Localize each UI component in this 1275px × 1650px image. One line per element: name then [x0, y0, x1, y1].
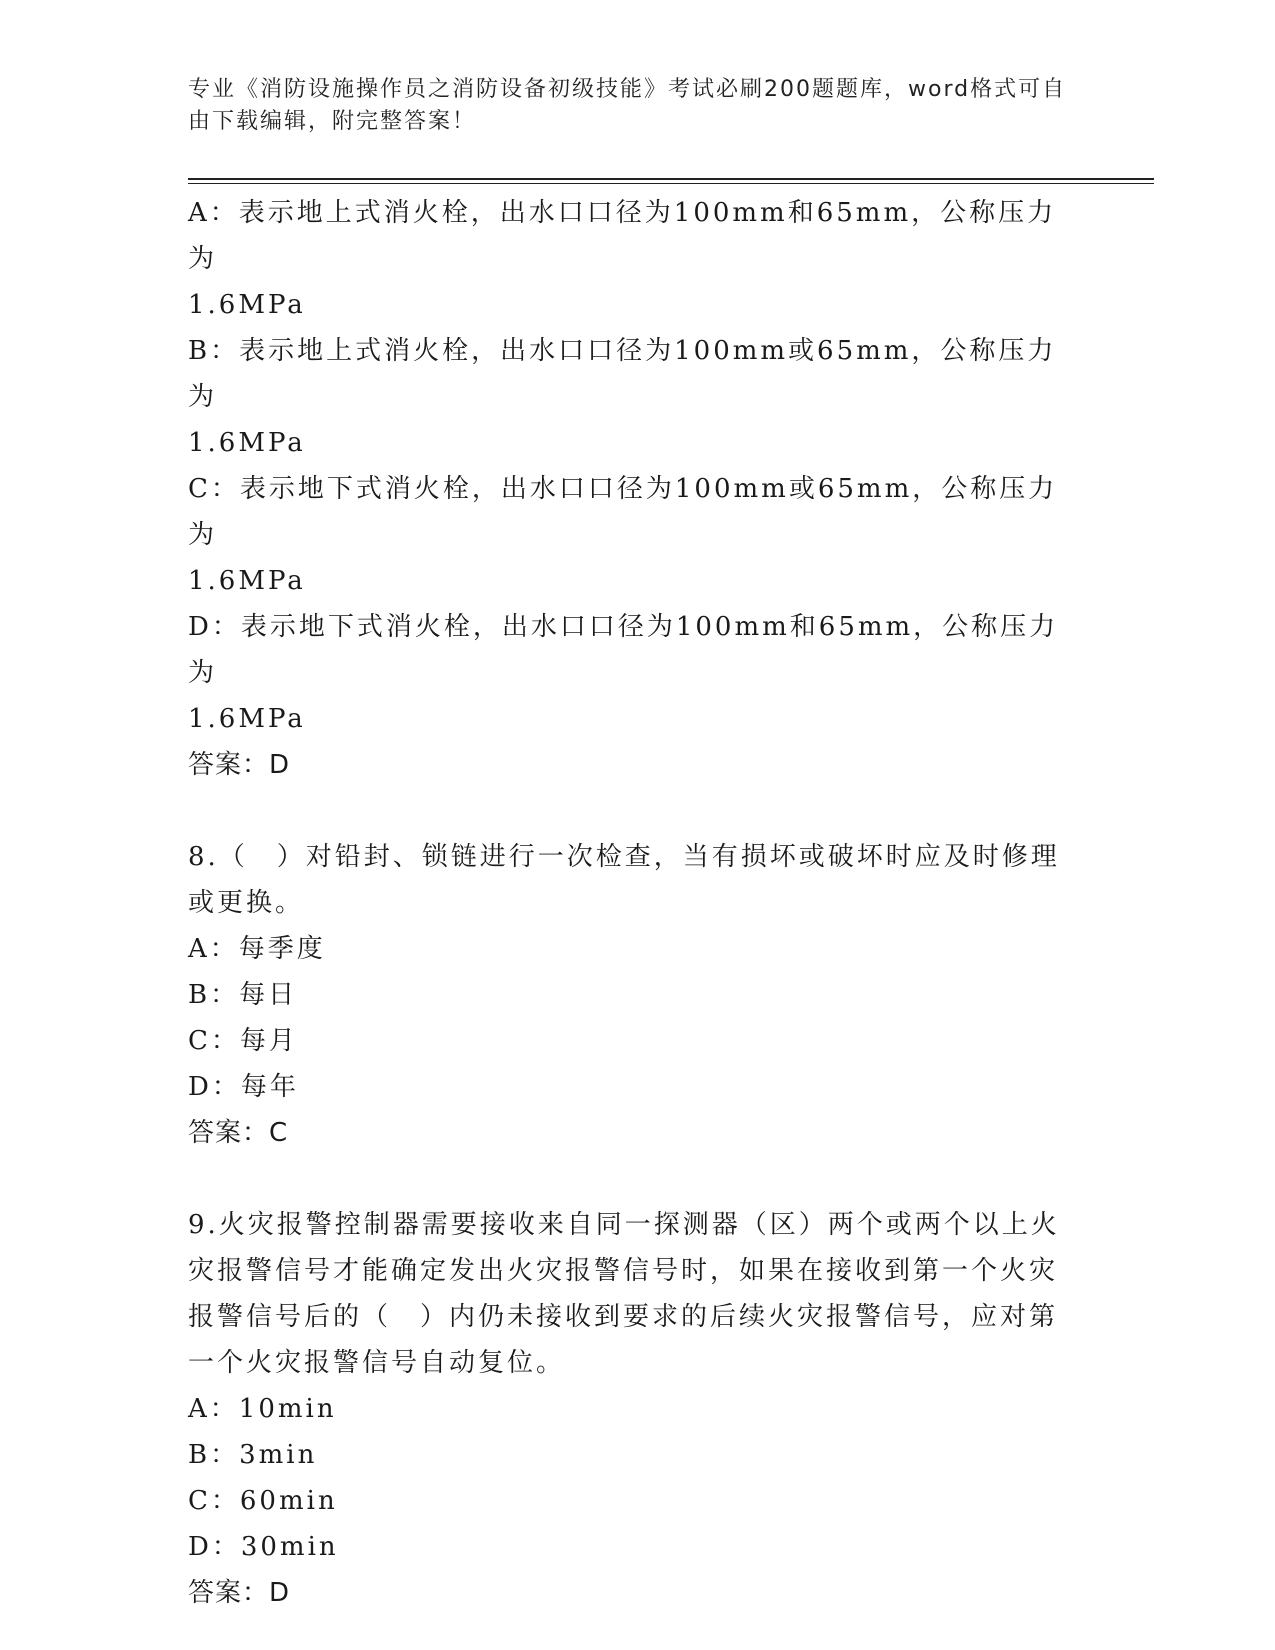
question-7	[188, 190, 1068, 788]
option-b: B：表示地上式消火栓，出水口口径为100mm或65mm，公称压力为	[188, 336, 1057, 412]
option-a-continuation: 1.6MPa	[188, 290, 306, 320]
option-d-continuation: 1.6MPa	[188, 704, 306, 734]
option-a: A：10min	[188, 1394, 337, 1424]
question-spacer	[188, 1156, 1068, 1202]
option-b-continuation: 1.6MPa	[188, 428, 306, 458]
option-c: C：每月	[188, 1026, 298, 1056]
question-8-stem-line-1: 8.（ ）对铅封、锁链进行一次检查，当有损坏或破坏时应及时修理	[188, 842, 1060, 872]
question-9-stem-line-4: 一个火灾报警信号自动复位。	[188, 1348, 566, 1378]
question-9-stem-line-2: 灾报警信号才能确定发出火灾报警信号时，如果在接收到第一个火灾	[188, 1256, 1059, 1286]
option-c-continuation: 1.6MPa	[188, 566, 306, 596]
header-rule-thick	[188, 178, 1154, 180]
header-rule-thin	[188, 183, 1154, 184]
option-a: A：每季度	[188, 934, 326, 964]
question-9-stem-line-1: 9.火灾报警控制器需要接收来自同一探测器（区）两个或两个以上火	[188, 1210, 1060, 1240]
page-header-text: 专业《消防设施操作员之消防设备初级技能》考试必刷200题题库，word格式可自由下载编辑，附完整答案！	[188, 77, 1067, 134]
option-b: B：每日	[188, 980, 298, 1010]
question-7-answer: 答案：D	[188, 750, 291, 780]
question-8-answer: 答案：C	[188, 1118, 289, 1148]
question-8-stem-line-2: 或更换。	[188, 888, 305, 918]
option-d: D：30min	[188, 1532, 339, 1562]
option-c: C：表示地下式消火栓，出水口口径为100mm或65mm，公称压力为	[188, 474, 1058, 550]
question-9-stem-line-3: 报警信号后的（ ）内仍未接收到要求的后续火灾报警信号，应对第	[188, 1302, 1059, 1332]
question-9	[188, 1202, 1068, 1616]
question-7-options	[188, 190, 1068, 742]
question-9-answer: 答案：D	[188, 1578, 291, 1608]
option-d: D：每年	[188, 1072, 299, 1102]
question-spacer	[188, 788, 1068, 834]
option-b: B：3min	[188, 1440, 318, 1470]
question-8	[188, 834, 1068, 1156]
option-d: D：表示地下式消火栓，出水口口径为100mm和65mm，公称压力为	[188, 612, 1059, 688]
option-c: C：60min	[188, 1486, 338, 1516]
question-list	[188, 190, 1068, 1616]
option-a: A：表示地上式消火栓，出水口口径为100mm和65mm，公称压力为	[188, 198, 1057, 274]
